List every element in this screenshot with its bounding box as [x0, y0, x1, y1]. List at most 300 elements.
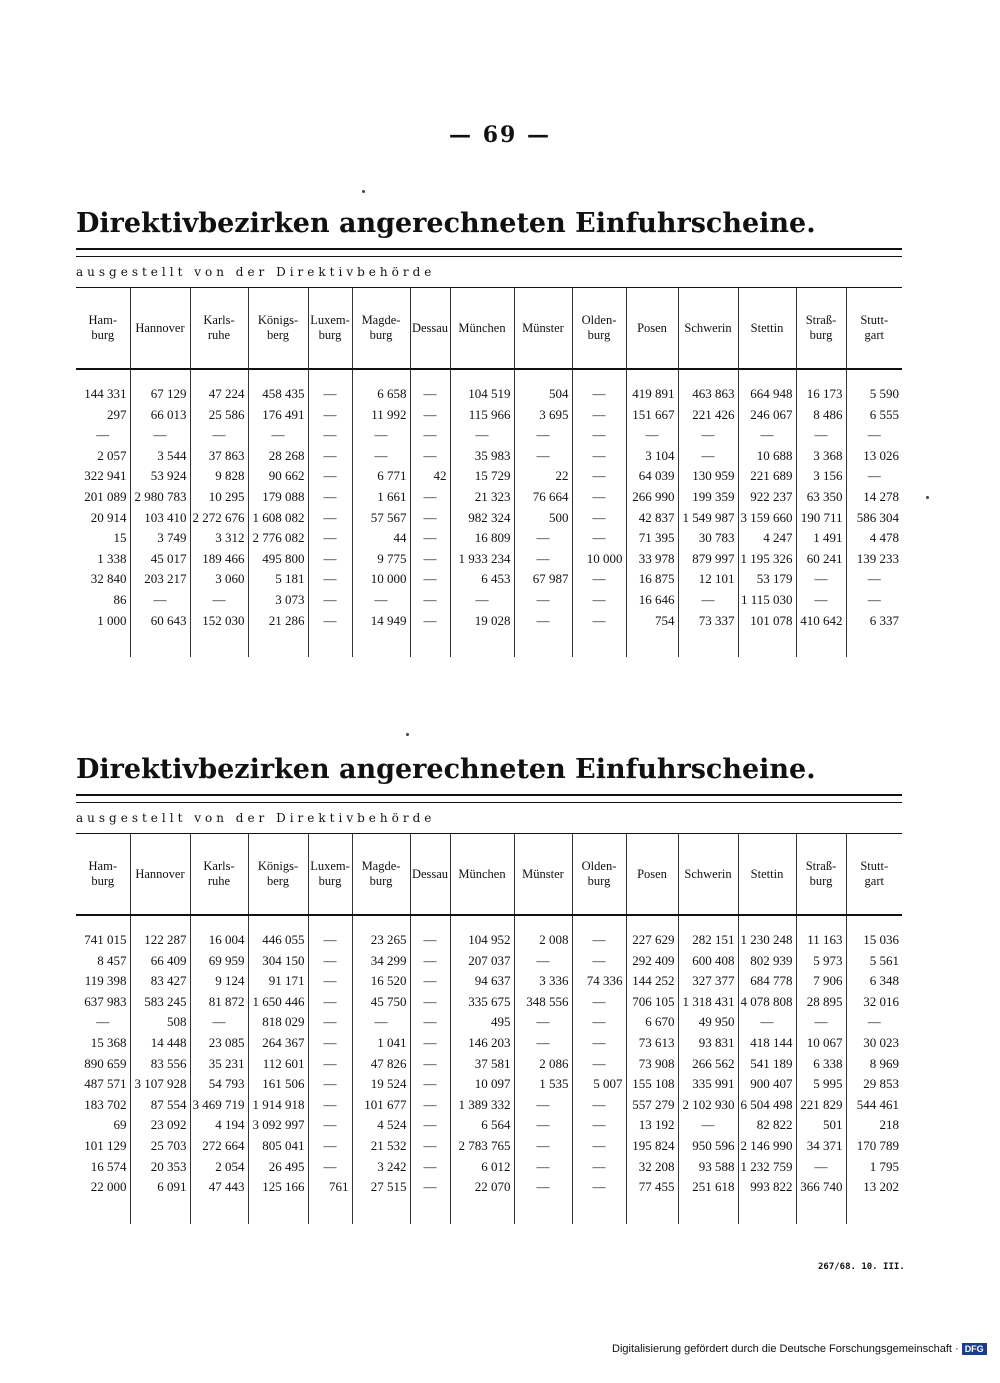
table-cell: 22 000 — [90, 1179, 127, 1195]
column-header: Königs- berg — [248, 288, 308, 369]
page-number: — 69 — — [449, 122, 551, 148]
table-cell: 3 336 — [514, 971, 572, 992]
table-cell: 53 924 — [130, 466, 190, 487]
table-cell: — — [190, 1012, 248, 1033]
table-cell: — — [410, 405, 450, 426]
table-row — [76, 992, 902, 1013]
table-cell: — — [572, 446, 626, 467]
table-cell: — — [410, 992, 450, 1013]
table-cell: 637 983 — [84, 993, 127, 1009]
table-cell: — — [572, 466, 626, 487]
table-cell: 2 146 990 — [738, 1136, 796, 1157]
table-cell: — — [514, 1136, 572, 1157]
table-cell: 3 242 — [352, 1157, 410, 1178]
table-cell: — — [308, 992, 352, 1013]
table-cell: 266 562 — [678, 1054, 738, 1075]
column-header: Magde- burg — [352, 288, 410, 369]
table-cell: — — [308, 528, 352, 549]
table-cell: 9 775 — [352, 549, 410, 570]
table-cell: 190 711 — [796, 508, 846, 529]
table-cell: — — [410, 425, 450, 446]
table-cell: — — [410, 384, 450, 405]
table-cell: — — [846, 590, 902, 611]
spacer-cell — [738, 631, 796, 657]
table-row — [76, 590, 902, 611]
table-cell: 1 933 234 — [450, 549, 514, 570]
spacer-cell — [76, 369, 130, 384]
table-cell: — — [130, 425, 190, 446]
table-cell: 251 618 — [678, 1177, 738, 1198]
spacer-cell — [308, 369, 352, 384]
table-cell: 6 670 — [626, 1012, 678, 1033]
table-cell: 5 590 — [846, 384, 902, 405]
table-cell: 16 173 — [796, 384, 846, 405]
table-cell: 42 837 — [626, 508, 678, 529]
table-cell: 14 949 — [352, 611, 410, 632]
spacer-cell — [248, 369, 308, 384]
table-cell: — — [626, 425, 678, 446]
table-row — [76, 1012, 902, 1033]
table-cell: — — [190, 590, 248, 611]
table-cell: — — [796, 1012, 846, 1033]
table-cell: 16 646 — [626, 590, 678, 611]
table-row — [76, 549, 902, 570]
table-cell: — — [514, 590, 572, 611]
table-cell: 508 — [130, 1012, 190, 1033]
table-cell: — — [410, 549, 450, 570]
table-cell: — — [308, 1033, 352, 1054]
table-cell: 15 036 — [846, 930, 902, 951]
table-cell: 4 524 — [352, 1115, 410, 1136]
table-header-row — [76, 834, 902, 915]
table-cell: 2 783 765 — [450, 1136, 514, 1157]
spacer-cell — [572, 915, 626, 930]
table-cell: — — [678, 446, 738, 467]
catalog-reference: 267/68. 10. III. — [818, 1262, 905, 1272]
table-cell: 1 650 446 — [248, 992, 308, 1013]
table-cell: 993 822 — [738, 1177, 796, 1198]
table-cell: 879 997 — [678, 549, 738, 570]
table-cell: 10 067 — [796, 1033, 846, 1054]
table-cell: 501 — [796, 1115, 846, 1136]
table-cell: 1 318 431 — [678, 992, 738, 1013]
table-cell: 66 013 — [130, 405, 190, 426]
table-cell: 73 337 — [678, 611, 738, 632]
table-cell: 583 245 — [130, 992, 190, 1013]
spacer-cell — [796, 369, 846, 384]
table-cell: — — [572, 951, 626, 972]
table-cell: 115 966 — [450, 405, 514, 426]
table-cell: — — [410, 930, 450, 951]
spacer-cell — [190, 915, 248, 930]
table-cell: 1 041 — [352, 1033, 410, 1054]
table-cell: 6 555 — [846, 405, 902, 426]
spacer-cell — [308, 1198, 352, 1224]
table-cell: 14 448 — [130, 1033, 190, 1054]
table-cell: — — [738, 1012, 796, 1033]
table-cell: 45 750 — [352, 992, 410, 1013]
spacer-cell — [352, 1198, 410, 1224]
table-cell: — — [410, 1136, 450, 1157]
table-cell: — — [514, 528, 572, 549]
table-cell: 1 914 918 — [248, 1095, 308, 1116]
table-cell: — — [572, 1054, 626, 1075]
table-cell: — — [514, 1012, 572, 1033]
table-cell: 322 941 — [84, 468, 127, 484]
table-cell: — — [410, 1095, 450, 1116]
table-cell: — — [450, 590, 514, 611]
spacer-cell — [190, 631, 248, 657]
column-header: Stutt- gart — [846, 288, 902, 369]
table-cell: 77 455 — [626, 1177, 678, 1198]
table-cell: — — [410, 590, 450, 611]
spacer-cell — [738, 369, 796, 384]
table-cell: — — [308, 1012, 352, 1033]
table-cell: 6 771 — [352, 466, 410, 487]
column-header: Karls- ruhe — [190, 288, 248, 369]
table-cell: 19 028 — [450, 611, 514, 632]
table-cell: 6 337 — [846, 611, 902, 632]
table-cell: — — [572, 1033, 626, 1054]
spacer-cell — [450, 369, 514, 384]
spacer-row — [76, 631, 902, 657]
table-cell: 11 163 — [796, 930, 846, 951]
table-cell: 950 596 — [678, 1136, 738, 1157]
table-cell: — — [308, 1157, 352, 1178]
column-header: Magde- burg — [352, 834, 410, 915]
table-cell: — — [190, 425, 248, 446]
table-cell: 155 108 — [626, 1074, 678, 1095]
table-cell: — — [410, 446, 450, 467]
table-row — [76, 569, 902, 590]
table-cell: 5 561 — [846, 951, 902, 972]
table-cell: 922 237 — [738, 487, 796, 508]
table-cell: 16 520 — [352, 971, 410, 992]
table-cell: 152 030 — [190, 611, 248, 632]
spacer-cell — [130, 1198, 190, 1224]
spacer-cell — [846, 915, 902, 930]
table-cell: 8 457 — [97, 952, 127, 968]
table-cell: — — [352, 1012, 410, 1033]
table-cell: — — [738, 425, 796, 446]
table-cell: — — [410, 1177, 450, 1198]
spacer-cell — [678, 915, 738, 930]
table-cell: — — [572, 1095, 626, 1116]
table-cell: 221 426 — [678, 405, 738, 426]
table-cell: 34 371 — [796, 1136, 846, 1157]
table-cell: 32 208 — [626, 1157, 678, 1178]
data-table-2 — [76, 834, 902, 1224]
spacer-row — [76, 915, 902, 930]
table-cell: 16 875 — [626, 569, 678, 590]
table-cell: — — [796, 590, 846, 611]
table-cell: 15 368 — [90, 1034, 127, 1050]
table-cell: 93 831 — [678, 1033, 738, 1054]
spacer-cell — [248, 1198, 308, 1224]
table-cell: 91 171 — [248, 971, 308, 992]
table-cell: 297 — [107, 406, 127, 422]
column-header: Königs- berg — [248, 834, 308, 915]
column-header: Olden- burg — [572, 288, 626, 369]
table-cell: — — [410, 971, 450, 992]
column-header: Dessau — [410, 288, 450, 369]
table-cell: — — [572, 590, 626, 611]
table-cell: 16 809 — [450, 528, 514, 549]
table-cell: 49 950 — [678, 1012, 738, 1033]
table-cell: 6 453 — [450, 569, 514, 590]
table-cell: 33 978 — [626, 549, 678, 570]
table-cell: 74 336 — [572, 971, 626, 992]
spacer-row — [76, 1198, 902, 1224]
table-cell: 2 102 930 — [678, 1095, 738, 1116]
table-cell: — — [410, 1157, 450, 1178]
table-cell: 335 675 — [450, 992, 514, 1013]
table-row — [76, 528, 902, 549]
table-cell: 6 564 — [450, 1115, 514, 1136]
spacer-cell — [796, 915, 846, 930]
table-cell: 463 863 — [678, 384, 738, 405]
table-cell: — — [796, 569, 846, 590]
table-cell: 27 515 — [352, 1177, 410, 1198]
table-cell: — — [514, 1095, 572, 1116]
table-cell: — — [410, 508, 450, 529]
table-cell: 112 601 — [248, 1054, 308, 1075]
column-header: Karls- ruhe — [190, 834, 248, 915]
table-row — [76, 425, 902, 446]
table-cell: 335 991 — [678, 1074, 738, 1095]
table-cell: 4 247 — [738, 528, 796, 549]
table-cell: 10 295 — [190, 487, 248, 508]
data-table-1 — [76, 288, 902, 657]
table-cell: 5 995 — [796, 1074, 846, 1095]
table-cell: — — [846, 569, 902, 590]
table-cell: 69 959 — [190, 951, 248, 972]
column-header: Straß- burg — [796, 288, 846, 369]
table-row — [76, 1136, 902, 1157]
table-cell: 71 395 — [626, 528, 678, 549]
table-cell: 8 969 — [846, 1054, 902, 1075]
table-cell: 73 613 — [626, 1033, 678, 1054]
section-title: Direktivbezirken angerechneten Einfuhrscheine. — [76, 208, 816, 239]
spacer-cell — [678, 631, 738, 657]
table-cell: 221 689 — [738, 466, 796, 487]
table-cell: 246 067 — [738, 405, 796, 426]
section-subtitle: ausgestellt von der Direktivbehörde — [76, 257, 902, 288]
table-row — [76, 405, 902, 426]
table-cell: 982 324 — [450, 508, 514, 529]
table-cell: 35 231 — [190, 1054, 248, 1075]
spacer-cell — [190, 1198, 248, 1224]
table-cell: 15 729 — [450, 466, 514, 487]
spacer-cell — [514, 631, 572, 657]
table-cell: 119 398 — [84, 973, 127, 989]
table-cell: 1 549 987 — [678, 508, 738, 529]
column-header: Posen — [626, 834, 678, 915]
table-cell: — — [308, 569, 352, 590]
table-cell: 1 661 — [352, 487, 410, 508]
spacer-cell — [352, 915, 410, 930]
table-row — [76, 611, 902, 632]
table-cell: 82 822 — [738, 1115, 796, 1136]
table-cell: — — [514, 549, 572, 570]
table-cell: — — [308, 508, 352, 529]
table-cell: 94 637 — [450, 971, 514, 992]
table-cell: 8 486 — [796, 405, 846, 426]
table-cell: 3 107 928 — [130, 1074, 190, 1095]
table-cell: 144 252 — [626, 971, 678, 992]
table-cell: 53 179 — [738, 569, 796, 590]
table-cell: — — [572, 384, 626, 405]
column-header: Posen — [626, 288, 678, 369]
spacer-cell — [450, 915, 514, 930]
table-row — [76, 446, 902, 467]
table-cell: — — [514, 611, 572, 632]
table-cell: — — [572, 528, 626, 549]
table-cell: 1 608 082 — [248, 508, 308, 529]
table-cell: 30 023 — [846, 1033, 902, 1054]
table-cell: — — [352, 590, 410, 611]
table-cell: 495 800 — [248, 549, 308, 570]
table-row — [76, 1095, 902, 1116]
table-cell: — — [796, 1157, 846, 1178]
table-cell: 706 105 — [626, 992, 678, 1013]
table-cell: — — [410, 611, 450, 632]
table-cell: — — [410, 528, 450, 549]
table-cell: 16 004 — [190, 930, 248, 951]
table-cell: 2 980 783 — [130, 487, 190, 508]
table-cell: — — [572, 425, 626, 446]
table-row — [76, 1115, 902, 1136]
spacer-cell — [572, 631, 626, 657]
table-cell: — — [450, 425, 514, 446]
spacer-cell — [626, 631, 678, 657]
table-cell: — — [572, 930, 626, 951]
table-cell: 1 195 326 — [738, 549, 796, 570]
table-cell: — — [572, 611, 626, 632]
column-header: München — [450, 288, 514, 369]
table-cell: 13 192 — [626, 1115, 678, 1136]
table-cell: 42 — [410, 466, 450, 487]
table-cell: 3 159 660 — [738, 508, 796, 529]
table-cell: 207 037 — [450, 951, 514, 972]
table-cell: — — [308, 971, 352, 992]
table-cell: 16 574 — [90, 1158, 127, 1174]
spacer-cell — [248, 915, 308, 930]
table-row — [76, 1054, 902, 1075]
table-cell: 487 571 — [84, 1076, 127, 1092]
footer — [612, 1343, 987, 1355]
spacer-cell — [410, 915, 450, 930]
table-cell: 44 — [352, 528, 410, 549]
table-cell: — — [572, 569, 626, 590]
table-cell: 304 150 — [248, 951, 308, 972]
table-cell: 54 793 — [190, 1074, 248, 1095]
column-header: Stutt- gart — [846, 834, 902, 915]
footer-text: Digitalisierung gefördert durch die Deutsche Forschungsgemeinschaft · — [612, 1343, 959, 1355]
table-cell: 1 795 — [846, 1157, 902, 1178]
table-cell: — — [308, 466, 352, 487]
table-cell: 3 060 — [190, 569, 248, 590]
table-cell: — — [572, 1157, 626, 1178]
scan-speck — [926, 496, 929, 499]
table-cell: — — [308, 590, 352, 611]
table-cell: 146 203 — [450, 1033, 514, 1054]
table-cell: 104 519 — [450, 384, 514, 405]
table-cell: 600 408 — [678, 951, 738, 972]
table-row — [76, 971, 902, 992]
table-cell: — — [308, 487, 352, 508]
table-cell: 9 828 — [190, 466, 248, 487]
table-row — [76, 1157, 902, 1178]
table-cell: 83 556 — [130, 1054, 190, 1075]
table-cell: 3 092 997 — [248, 1115, 308, 1136]
table-cell: 32 840 — [90, 571, 127, 587]
table-cell: 348 556 — [514, 992, 572, 1013]
table-cell: 90 662 — [248, 466, 308, 487]
table-cell: 4 078 808 — [738, 992, 796, 1013]
table-cell: 64 039 — [626, 466, 678, 487]
table-cell: 20 914 — [90, 509, 127, 525]
scan-speck — [362, 190, 365, 193]
table-cell: 35 983 — [450, 446, 514, 467]
table-cell: 45 017 — [130, 549, 190, 570]
spacer-row — [76, 369, 902, 384]
table-cell: 122 287 — [130, 930, 190, 951]
table-cell: — — [308, 1136, 352, 1157]
table-cell: 81 872 — [190, 992, 248, 1013]
table-cell: 203 217 — [130, 569, 190, 590]
table-cell: 101 129 — [84, 1137, 127, 1153]
column-header: Olden- burg — [572, 834, 626, 915]
table-cell: — — [352, 446, 410, 467]
table-cell: 60 241 — [796, 549, 846, 570]
table-cell: 6 091 — [130, 1177, 190, 1198]
table-cell: 6 012 — [450, 1157, 514, 1178]
column-header: Münster — [514, 288, 572, 369]
table-cell: — — [796, 425, 846, 446]
table-cell: — — [572, 405, 626, 426]
table-cell: — — [248, 425, 308, 446]
table-cell: 557 279 — [626, 1095, 678, 1116]
column-header: Schwerin — [678, 834, 738, 915]
spacer-cell — [626, 915, 678, 930]
table-cell: — — [308, 611, 352, 632]
table-cell: 3 073 — [248, 590, 308, 611]
spacer-cell — [308, 631, 352, 657]
table-cell: 21 323 — [450, 487, 514, 508]
table-cell: 83 427 — [130, 971, 190, 992]
table-cell: 5 973 — [796, 951, 846, 972]
table-cell: 3 104 — [626, 446, 678, 467]
column-header: Münster — [514, 834, 572, 915]
table-cell: — — [410, 1033, 450, 1054]
table-row — [76, 1074, 902, 1095]
table-cell: 2 776 082 — [248, 528, 308, 549]
spacer-cell — [410, 631, 450, 657]
table-cell: 30 783 — [678, 528, 738, 549]
table-cell: 87 554 — [130, 1095, 190, 1116]
table-cell: 266 990 — [626, 487, 678, 508]
table-cell: 10 000 — [572, 549, 626, 570]
table-cell: 151 667 — [626, 405, 678, 426]
spacer-cell — [846, 1198, 902, 1224]
table-cell: — — [410, 951, 450, 972]
table-cell: — — [678, 1115, 738, 1136]
table-row — [76, 1033, 902, 1054]
table-cell: 23 085 — [190, 1033, 248, 1054]
table-cell: 67 987 — [514, 569, 572, 590]
spacer-cell — [846, 631, 902, 657]
